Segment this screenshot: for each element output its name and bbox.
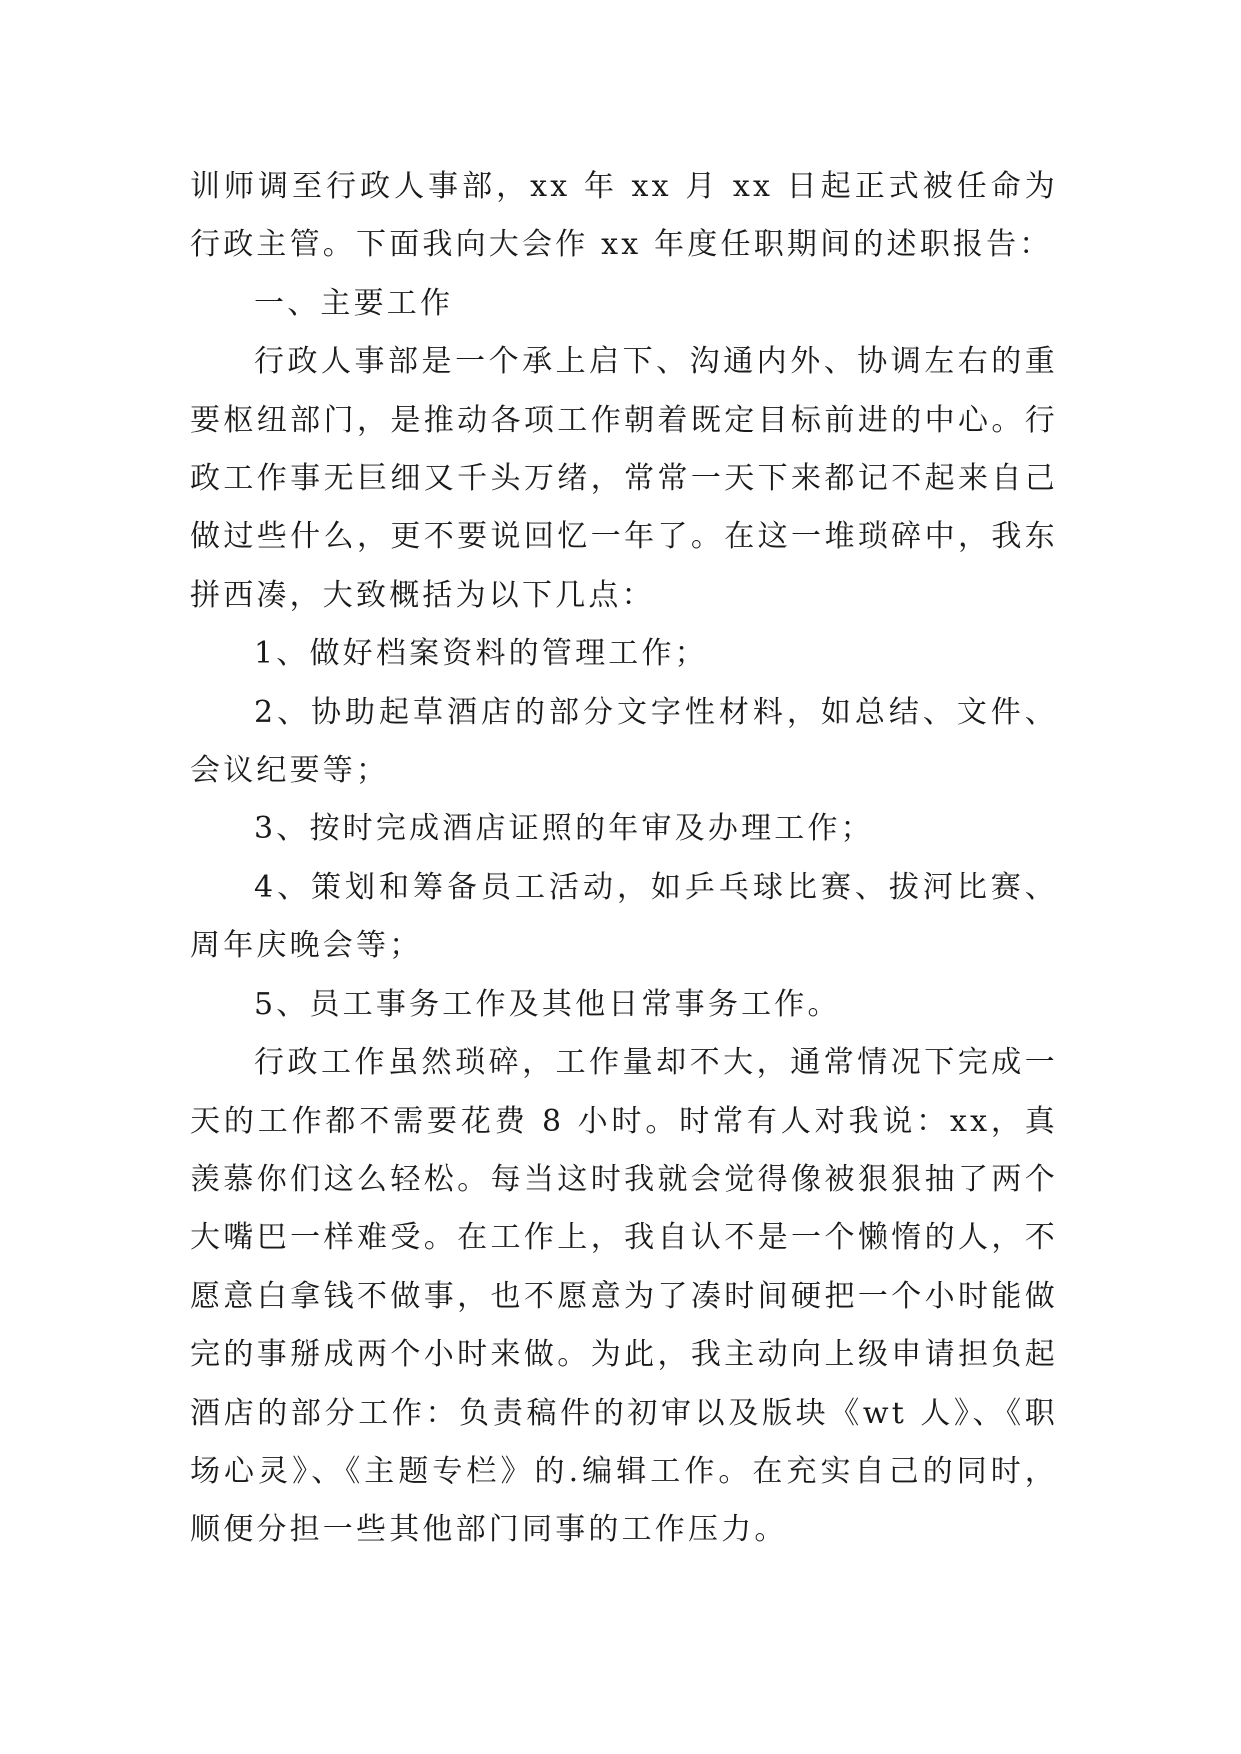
document-body — [190, 158, 1058, 1560]
list-item-3: 3、按时完成酒店证照的年审及办理工作； — [254, 811, 874, 847]
section-heading-main-work: 一、主要工作 — [254, 285, 454, 321]
list-item-4: 4、策划和筹备员工活动，如乒乓球比赛、拔河比赛、周年庆晚会等； — [190, 869, 1058, 964]
paragraph-workload: 行政工作虽然琐碎，工作量却不大，通常情况下完成一天的工作都不需要花费 8 小时。时常有人对我说：xx，真羡慕你们这么轻松。每当这时我就会觉得像被狠狠抽了两个大嘴巴一样难受。在工作上，我自认不是一个懒惰的人，不愿意白拿钱不做事，也不愿意为了凑时间硬把一个小时能做完的事掰成两个小时来做。为此，我主动向上级申请担负起酒店的部分工作：负责稿件的初审以及版块《wt 人》、《职场心灵》、《主题专栏》的.编辑工作。在充实自己的同时，顺便分担一些其他部门同事的工作压力。 — [190, 1045, 1058, 1548]
list-item-5: 5、员工事务工作及其他日常事务工作。 — [254, 986, 841, 1022]
paragraph-department-role: 行政人事部是一个承上启下、沟通内外、协调左右的重要枢纽部门，是推动各项工作朝着既定目标前进的中心。行政工作事无巨细又千头万绪，常常一天下来都记不起来自己做过些什么，更不要说回忆一年了。在这一堆琐碎中，我东拼西凑，大致概括为以下几点： — [190, 344, 1058, 613]
list-item-2: 2、协助起草酒店的部分文字性材料，如总结、文件、会议纪要等； — [190, 694, 1058, 789]
list-item-1: 1、做好档案资料的管理工作； — [254, 636, 708, 672]
paragraph-intro-continued: 训师调至行政人事部，xx 年 xx 月 xx 日起正式被任命为行政主管。下面我向大会作 xx 年度任职期间的述职报告： — [190, 169, 1058, 263]
